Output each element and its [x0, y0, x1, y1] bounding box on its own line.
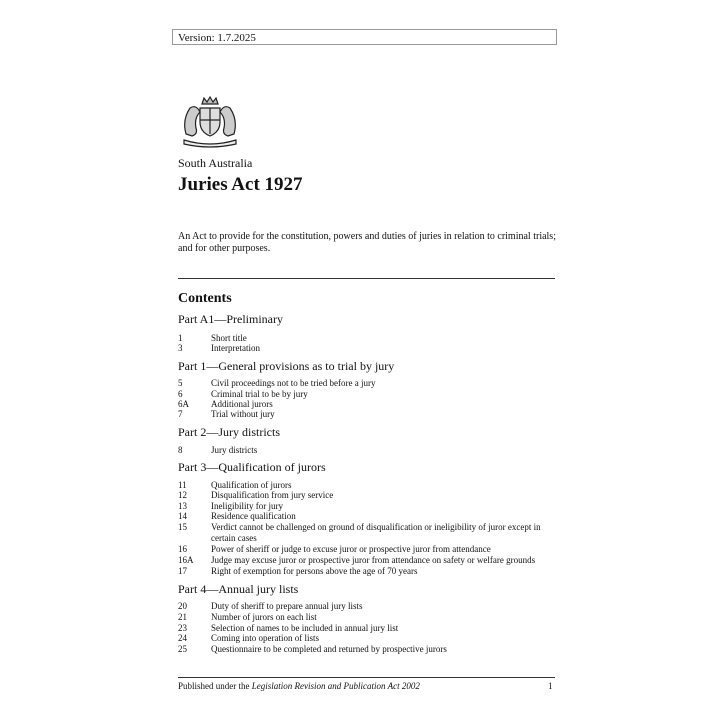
- section-number: 7: [178, 409, 183, 419]
- section-title: Interpretation: [211, 343, 260, 353]
- section-title: Number of jurors on each list: [211, 612, 317, 622]
- part-heading[interactable]: Part A1—Preliminary: [178, 312, 283, 326]
- jurisdiction-label: South Australia: [178, 156, 253, 170]
- section-number: 11: [178, 480, 187, 490]
- long-title: An Act to provide for the constitution, powers and duties of juries in relation to criminal trials; and for other purposes.: [178, 231, 556, 254]
- section-title: Short title: [211, 333, 247, 343]
- section-title: Residence qualification: [211, 511, 296, 521]
- footer-prefix: Published under the: [178, 681, 252, 691]
- part-heading[interactable]: Part 3—Qualification of jurors: [178, 460, 326, 474]
- section-title: Trial without jury: [211, 409, 275, 419]
- section-title: Duty of sheriff to prepare annual jury lists: [211, 601, 363, 611]
- section-number: 6: [178, 389, 183, 399]
- part-heading[interactable]: Part 2—Jury districts: [178, 425, 280, 439]
- section-number: 17: [178, 566, 187, 576]
- section-number: 6A: [178, 399, 189, 409]
- section-title: Additional jurors: [211, 399, 273, 409]
- part-heading[interactable]: Part 4—Annual jury lists: [178, 582, 299, 596]
- section-number: 21: [178, 612, 187, 622]
- section-title: Criminal trial to be by jury: [211, 389, 308, 399]
- contents-heading: Contents: [178, 291, 232, 306]
- section-number: 5: [178, 378, 183, 388]
- section-title: Jury districts: [211, 445, 258, 455]
- section-number: 23: [178, 623, 187, 633]
- section-title: Ineligibility for jury: [211, 501, 283, 511]
- section-title: Disqualification from jury service: [211, 490, 334, 500]
- section-number: 16A: [178, 555, 194, 565]
- section-title: Coming into operation of lists: [211, 633, 319, 643]
- divider: [178, 278, 555, 279]
- section-title: Judge may excuse juror or prospective juror from attendance on safety or welfare grounds: [211, 555, 536, 565]
- section-title: Civil proceedings not to be tried before a jury: [211, 378, 376, 388]
- footer-divider: [178, 677, 555, 678]
- act-title: Juries Act 1927: [178, 174, 303, 195]
- section-number: 8: [178, 445, 183, 455]
- section-title: Selection of names to be included in annual jury list: [211, 623, 399, 633]
- part-heading[interactable]: Part 1—General provisions as to trial by jury: [178, 359, 395, 373]
- section-number: 24: [178, 633, 187, 643]
- section-number: 13: [178, 501, 187, 511]
- footer-act-name: Legislation Revision and Publication Act 2002: [251, 681, 420, 691]
- section-title: Verdict cannot be challenged on ground of disqualification or ineligibility of juror except in certain cases: [211, 522, 541, 543]
- section-title: Power of sheriff or judge to excuse juror or prospective juror from attendance: [211, 544, 491, 554]
- section-number: 20: [178, 601, 187, 611]
- section-title: Right of exemption for persons above the age of 70 years: [211, 566, 418, 576]
- coat-of-arms-icon: [178, 94, 242, 148]
- section-title: Questionnaire to be completed and returned by prospective jurors: [211, 644, 447, 654]
- section-number: 15: [178, 522, 187, 532]
- section-number: 1: [178, 333, 183, 343]
- section-number: 14: [178, 511, 187, 521]
- section-title: Qualification of jurors: [211, 480, 292, 490]
- version-label: Version: 1.7.2025: [172, 29, 557, 45]
- footer-publication-note: [178, 681, 420, 691]
- section-number: 3: [178, 343, 183, 353]
- page-number: 1: [548, 681, 553, 691]
- section-number: 16: [178, 544, 187, 554]
- section-number: 12: [178, 490, 187, 500]
- section-number: 25: [178, 644, 187, 654]
